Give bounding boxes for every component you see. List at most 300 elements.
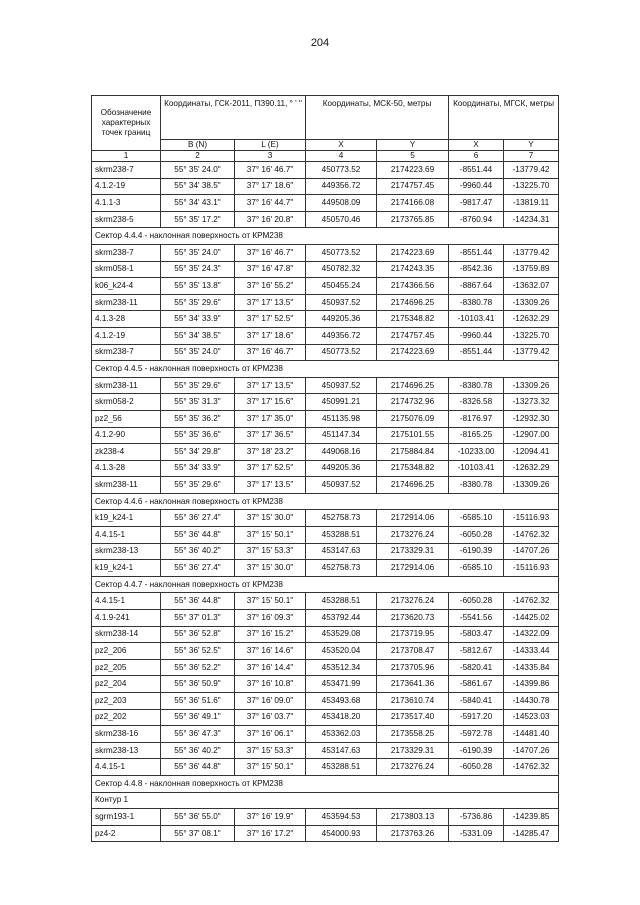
y-mgsk: -14425.02 bbox=[504, 610, 559, 627]
x-msk: 450991.21 bbox=[306, 394, 377, 411]
point-id: skrm238-13 bbox=[92, 543, 161, 560]
table-row bbox=[92, 809, 559, 826]
column-number: 5 bbox=[377, 151, 449, 162]
table-row bbox=[92, 410, 559, 427]
table-row bbox=[92, 676, 559, 693]
table-row bbox=[92, 759, 559, 776]
latitude-b: 55° 36' 44.8" bbox=[161, 759, 235, 776]
point-id: 4.4.15-1 bbox=[92, 593, 161, 610]
longitude-l: 37° 15' 53.3" bbox=[235, 742, 306, 759]
longitude-l: 37° 17' 36.5" bbox=[235, 427, 306, 444]
point-id: 4.1.9-241 bbox=[92, 610, 161, 627]
longitude-l: 37° 17' 52.5" bbox=[235, 460, 306, 477]
longitude-l: 37° 15' 50.1" bbox=[235, 527, 306, 544]
x-msk: 452758.73 bbox=[306, 510, 377, 527]
page-number: 204 bbox=[310, 37, 330, 49]
point-id: skrm238-16 bbox=[92, 726, 161, 743]
x-msk: 449356.72 bbox=[306, 178, 377, 195]
y-msk: 2175884.84 bbox=[377, 444, 449, 461]
y-mgsk: -13779.42 bbox=[504, 244, 559, 261]
table-row bbox=[92, 527, 559, 544]
y-mgsk: -15116.93 bbox=[504, 560, 559, 577]
x-mgsk: -6190.39 bbox=[449, 543, 504, 560]
latitude-b: 55° 34' 38.5" bbox=[161, 327, 235, 344]
y-msk: 2174757.45 bbox=[377, 178, 449, 195]
point-id: 4.4.15-1 bbox=[92, 527, 161, 544]
table-row bbox=[92, 394, 559, 411]
y-mgsk: -14523.03 bbox=[504, 709, 559, 726]
longitude-l: 37° 16' 09.0" bbox=[235, 693, 306, 710]
table-row bbox=[92, 427, 559, 444]
x-msk: 453792.44 bbox=[306, 610, 377, 627]
x-mgsk: -5812.67 bbox=[449, 643, 504, 660]
longitude-l: 37° 16' 46.7" bbox=[235, 162, 306, 179]
x-msk: 452758.73 bbox=[306, 560, 377, 577]
y-msk: 2174223.69 bbox=[377, 344, 449, 361]
table-row bbox=[92, 460, 559, 477]
y-msk: 2173708.47 bbox=[377, 643, 449, 660]
x-mgsk: -5331.09 bbox=[449, 825, 504, 842]
y-msk: 2173705.96 bbox=[377, 659, 449, 676]
x-mgsk: -6050.28 bbox=[449, 759, 504, 776]
y-msk: 2174696.25 bbox=[377, 477, 449, 494]
table-row bbox=[92, 377, 559, 394]
y-mgsk: -13309.26 bbox=[504, 477, 559, 494]
point-id: sgrm193-1 bbox=[92, 809, 161, 826]
section-row bbox=[92, 775, 559, 792]
x-mgsk: -10233.00 bbox=[449, 444, 504, 461]
latitude-b: 55° 36' 52.8" bbox=[161, 626, 235, 643]
point-id: k19_k24-1 bbox=[92, 560, 161, 577]
y-mgsk: -12932.30 bbox=[504, 410, 559, 427]
y-msk: 2172914.06 bbox=[377, 560, 449, 577]
y-mgsk: -13309.26 bbox=[504, 294, 559, 311]
table-row bbox=[92, 278, 559, 295]
point-id: pz2_206 bbox=[92, 643, 161, 660]
point-id: 4.1.3-28 bbox=[92, 311, 161, 328]
table-row bbox=[92, 344, 559, 361]
latitude-b: 55° 35' 17.2" bbox=[161, 211, 235, 228]
table-row bbox=[92, 825, 559, 842]
x-mgsk: -8380.78 bbox=[449, 477, 504, 494]
longitude-l: 37° 15' 53.3" bbox=[235, 543, 306, 560]
x-msk: 449356.72 bbox=[306, 327, 377, 344]
y-msk: 2173803.13 bbox=[377, 809, 449, 826]
section-title: Контур 1 bbox=[92, 792, 559, 809]
y-msk: 2173276.24 bbox=[377, 759, 449, 776]
x-msk: 453529.08 bbox=[306, 626, 377, 643]
point-id: skrm238-11 bbox=[92, 477, 161, 494]
point-id: skrm238-11 bbox=[92, 294, 161, 311]
point-id: 4.1.2-90 bbox=[92, 427, 161, 444]
y-msk: 2174223.69 bbox=[377, 244, 449, 261]
y-msk: 2174243.35 bbox=[377, 261, 449, 278]
header-x-msk: X bbox=[306, 140, 377, 151]
table-row bbox=[92, 261, 559, 278]
point-id: zk238-4 bbox=[92, 444, 161, 461]
x-msk: 449508.09 bbox=[306, 195, 377, 212]
table-row bbox=[92, 477, 559, 494]
latitude-b: 55° 36' 44.8" bbox=[161, 527, 235, 544]
column-number: 6 bbox=[449, 151, 504, 162]
point-id: 4.4.15-1 bbox=[92, 759, 161, 776]
y-msk: 2173765.85 bbox=[377, 211, 449, 228]
x-msk: 450782.32 bbox=[306, 261, 377, 278]
table-row bbox=[92, 659, 559, 676]
table-row bbox=[92, 162, 559, 179]
header-row-axes bbox=[92, 140, 559, 151]
y-mgsk: -15116.93 bbox=[504, 510, 559, 527]
y-msk: 2173517.40 bbox=[377, 709, 449, 726]
x-mgsk: -5736.86 bbox=[449, 809, 504, 826]
latitude-b: 55° 36' 51.6" bbox=[161, 693, 235, 710]
table-row bbox=[92, 726, 559, 743]
header-point: Обозначение характерных точек границ bbox=[92, 96, 161, 151]
y-mgsk: -13819.11 bbox=[504, 195, 559, 212]
point-id: skrm238-14 bbox=[92, 626, 161, 643]
x-mgsk: -8380.78 bbox=[449, 377, 504, 394]
y-mgsk: -14707.26 bbox=[504, 742, 559, 759]
latitude-b: 55° 35' 29.6" bbox=[161, 477, 235, 494]
x-msk: 450937.52 bbox=[306, 377, 377, 394]
y-msk: 2173763.26 bbox=[377, 825, 449, 842]
latitude-b: 55° 34' 29.8" bbox=[161, 444, 235, 461]
point-id: 4.1.3-28 bbox=[92, 460, 161, 477]
y-msk: 2174696.25 bbox=[377, 294, 449, 311]
longitude-l: 37° 16' 10.8" bbox=[235, 676, 306, 693]
x-mgsk: -8326.58 bbox=[449, 394, 504, 411]
longitude-l: 37° 15' 50.1" bbox=[235, 759, 306, 776]
y-mgsk: -12632.29 bbox=[504, 311, 559, 328]
y-mgsk: -14762.32 bbox=[504, 527, 559, 544]
y-msk: 2173620.73 bbox=[377, 610, 449, 627]
longitude-l: 37° 16' 20.8" bbox=[235, 211, 306, 228]
table-row bbox=[92, 311, 559, 328]
y-mgsk: -14333.44 bbox=[504, 643, 559, 660]
section-row bbox=[92, 493, 559, 510]
y-msk: 2174166.08 bbox=[377, 195, 449, 212]
point-id: skrm238-13 bbox=[92, 742, 161, 759]
x-msk: 453288.51 bbox=[306, 759, 377, 776]
header-l: L (E) bbox=[235, 140, 306, 151]
x-msk: 453147.63 bbox=[306, 742, 377, 759]
table-row bbox=[92, 693, 559, 710]
y-mgsk: -13779.42 bbox=[504, 344, 559, 361]
latitude-b: 55° 35' 36.2" bbox=[161, 410, 235, 427]
x-mgsk: -6050.28 bbox=[449, 593, 504, 610]
longitude-l: 37° 15' 50.1" bbox=[235, 593, 306, 610]
header-row-titles bbox=[92, 96, 559, 140]
longitude-l: 37° 17' 35.0" bbox=[235, 410, 306, 427]
x-mgsk: -8551.44 bbox=[449, 344, 504, 361]
x-msk: 453512.34 bbox=[306, 659, 377, 676]
longitude-l: 37° 18' 23.2" bbox=[235, 444, 306, 461]
section-title: Сектор 4.4.6 - наклонная поверхность от КРМ238 bbox=[92, 493, 559, 510]
latitude-b: 55° 34' 33.9" bbox=[161, 460, 235, 477]
y-mgsk: -13632.07 bbox=[504, 278, 559, 295]
y-mgsk: -13779.42 bbox=[504, 162, 559, 179]
x-msk: 449205.36 bbox=[306, 460, 377, 477]
x-mgsk: -8380.78 bbox=[449, 294, 504, 311]
latitude-b: 55° 36' 52.2" bbox=[161, 659, 235, 676]
longitude-l: 37° 16' 44.7" bbox=[235, 195, 306, 212]
longitude-l: 37° 16' 06.1" bbox=[235, 726, 306, 743]
y-mgsk: -13225.70 bbox=[504, 178, 559, 195]
y-msk: 2173329.31 bbox=[377, 543, 449, 560]
longitude-l: 37° 16' 15.2" bbox=[235, 626, 306, 643]
x-msk: 450570.46 bbox=[306, 211, 377, 228]
table-row bbox=[92, 626, 559, 643]
y-mgsk: -14285.47 bbox=[504, 825, 559, 842]
longitude-l: 37° 15' 30.0" bbox=[235, 560, 306, 577]
longitude-l: 37° 16' 46.7" bbox=[235, 344, 306, 361]
x-msk: 451147.34 bbox=[306, 427, 377, 444]
latitude-b: 55° 37' 08.1" bbox=[161, 825, 235, 842]
longitude-l: 37° 17' 15.6" bbox=[235, 394, 306, 411]
table-row bbox=[92, 244, 559, 261]
table-row bbox=[92, 643, 559, 660]
y-msk: 2172914.06 bbox=[377, 510, 449, 527]
y-msk: 2174366.56 bbox=[377, 278, 449, 295]
x-mgsk: -5541.56 bbox=[449, 610, 504, 627]
y-mgsk: -13759.89 bbox=[504, 261, 559, 278]
y-msk: 2175076.09 bbox=[377, 410, 449, 427]
y-mgsk: -14762.32 bbox=[504, 593, 559, 610]
latitude-b: 55° 36' 40.2" bbox=[161, 742, 235, 759]
point-id: 4.1.1-3 bbox=[92, 195, 161, 212]
x-mgsk: -8867.64 bbox=[449, 278, 504, 295]
y-msk: 2173276.24 bbox=[377, 527, 449, 544]
longitude-l: 37° 16' 14.4" bbox=[235, 659, 306, 676]
y-mgsk: -14322.09 bbox=[504, 626, 559, 643]
x-mgsk: -8760.94 bbox=[449, 211, 504, 228]
x-msk: 450455.24 bbox=[306, 278, 377, 295]
section-title: Сектор 4.4.7 - наклонная поверхность от КРМ238 bbox=[92, 576, 559, 593]
y-msk: 2175348.82 bbox=[377, 311, 449, 328]
point-id: skrm238-11 bbox=[92, 377, 161, 394]
table-row bbox=[92, 709, 559, 726]
longitude-l: 37° 17' 52.5" bbox=[235, 311, 306, 328]
y-mgsk: -14239.85 bbox=[504, 809, 559, 826]
header-x-mgsk: X bbox=[449, 140, 504, 151]
table-row bbox=[92, 610, 559, 627]
x-msk: 450773.52 bbox=[306, 162, 377, 179]
longitude-l: 37° 16' 14.6" bbox=[235, 643, 306, 660]
y-msk: 2174223.69 bbox=[377, 162, 449, 179]
table-row bbox=[92, 211, 559, 228]
header-y-msk: Y bbox=[377, 140, 449, 151]
latitude-b: 55° 34' 43.1" bbox=[161, 195, 235, 212]
y-mgsk: -14430.78 bbox=[504, 693, 559, 710]
section-title: Сектор 4.4.5 - наклонная поверхность от КРМ238 bbox=[92, 361, 559, 378]
y-mgsk: -13273.32 bbox=[504, 394, 559, 411]
section-row bbox=[92, 361, 559, 378]
table-row bbox=[92, 593, 559, 610]
x-mgsk: -6190.39 bbox=[449, 742, 504, 759]
x-mgsk: -8176.97 bbox=[449, 410, 504, 427]
y-msk: 2175101.55 bbox=[377, 427, 449, 444]
x-msk: 453147.63 bbox=[306, 543, 377, 560]
latitude-b: 55° 36' 55.0" bbox=[161, 809, 235, 826]
x-mgsk: -8542.36 bbox=[449, 261, 504, 278]
x-msk: 450937.52 bbox=[306, 477, 377, 494]
x-mgsk: -6585.10 bbox=[449, 560, 504, 577]
longitude-l: 37° 17' 18.6" bbox=[235, 327, 306, 344]
y-mgsk: -12632.29 bbox=[504, 460, 559, 477]
x-mgsk: -5861.67 bbox=[449, 676, 504, 693]
x-msk: 449205.36 bbox=[306, 311, 377, 328]
section-row bbox=[92, 228, 559, 245]
y-msk: 2173641.36 bbox=[377, 676, 449, 693]
latitude-b: 55° 35' 29.6" bbox=[161, 377, 235, 394]
longitude-l: 37° 16' 03.7" bbox=[235, 709, 306, 726]
longitude-l: 37° 17' 18.6" bbox=[235, 178, 306, 195]
latitude-b: 55° 35' 24.0" bbox=[161, 162, 235, 179]
latitude-b: 55° 35' 36.6" bbox=[161, 427, 235, 444]
x-msk: 453418.20 bbox=[306, 709, 377, 726]
x-mgsk: -5917.20 bbox=[449, 709, 504, 726]
point-id: pz4-2 bbox=[92, 825, 161, 842]
point-id: skrm238-7 bbox=[92, 344, 161, 361]
x-msk: 453471.99 bbox=[306, 676, 377, 693]
header-row-numbers bbox=[92, 151, 559, 162]
point-id: skrm238-5 bbox=[92, 211, 161, 228]
longitude-l: 37° 16' 55.2" bbox=[235, 278, 306, 295]
table-row bbox=[92, 195, 559, 212]
point-id: 4.1.2-19 bbox=[92, 178, 161, 195]
y-msk: 2175348.82 bbox=[377, 460, 449, 477]
latitude-b: 55° 36' 27.4" bbox=[161, 510, 235, 527]
coordinates-table bbox=[91, 95, 559, 842]
point-id: skrm058-1 bbox=[92, 261, 161, 278]
header-gsk: Координаты, ГСК-2011, ПЗ90.11, ° ' " bbox=[161, 96, 306, 140]
point-id: pz2_204 bbox=[92, 676, 161, 693]
x-msk: 453594.53 bbox=[306, 809, 377, 826]
header-b: B (N) bbox=[161, 140, 235, 151]
x-msk: 453493.68 bbox=[306, 693, 377, 710]
latitude-b: 55° 36' 50.9" bbox=[161, 676, 235, 693]
x-msk: 450773.52 bbox=[306, 244, 377, 261]
x-mgsk: -9960.44 bbox=[449, 327, 504, 344]
table-row bbox=[92, 294, 559, 311]
x-msk: 454000.93 bbox=[306, 825, 377, 842]
latitude-b: 55° 34' 38.5" bbox=[161, 178, 235, 195]
latitude-b: 55° 36' 40.2" bbox=[161, 543, 235, 560]
latitude-b: 55° 36' 47.3" bbox=[161, 726, 235, 743]
x-mgsk: -10103.41 bbox=[449, 311, 504, 328]
y-mgsk: -13309.26 bbox=[504, 377, 559, 394]
x-mgsk: -5840.41 bbox=[449, 693, 504, 710]
x-mgsk: -8551.44 bbox=[449, 162, 504, 179]
header-msk: Координаты, МСК-50, метры bbox=[306, 96, 449, 140]
x-msk: 451135.98 bbox=[306, 410, 377, 427]
x-mgsk: -9817.47 bbox=[449, 195, 504, 212]
y-msk: 2173329.31 bbox=[377, 742, 449, 759]
latitude-b: 55° 34' 33.9" bbox=[161, 311, 235, 328]
x-msk: 453362.03 bbox=[306, 726, 377, 743]
table-row bbox=[92, 510, 559, 527]
latitude-b: 55° 35' 29.6" bbox=[161, 294, 235, 311]
x-msk: 453288.51 bbox=[306, 527, 377, 544]
latitude-b: 55° 35' 13.8" bbox=[161, 278, 235, 295]
column-number: 2 bbox=[161, 151, 235, 162]
longitude-l: 37° 16' 47.8" bbox=[235, 261, 306, 278]
x-mgsk: -8165.25 bbox=[449, 427, 504, 444]
y-msk: 2174732.96 bbox=[377, 394, 449, 411]
point-id: pz2_203 bbox=[92, 693, 161, 710]
x-mgsk: -9960.44 bbox=[449, 178, 504, 195]
x-msk: 449068.16 bbox=[306, 444, 377, 461]
y-mgsk: -14399.86 bbox=[504, 676, 559, 693]
longitude-l: 37° 16' 19.9" bbox=[235, 809, 306, 826]
y-mgsk: -14234.31 bbox=[504, 211, 559, 228]
latitude-b: 55° 35' 24.0" bbox=[161, 344, 235, 361]
table-row bbox=[92, 543, 559, 560]
section-title: Сектор 4.4.8 - наклонная поверхность от КРМ238 bbox=[92, 775, 559, 792]
point-id: 4.1.2-19 bbox=[92, 327, 161, 344]
latitude-b: 55° 36' 52.5" bbox=[161, 643, 235, 660]
y-mgsk: -14481.40 bbox=[504, 726, 559, 743]
latitude-b: 55° 36' 44.8" bbox=[161, 593, 235, 610]
header-mgsk: Координаты, МГСК, метры bbox=[449, 96, 559, 140]
y-msk: 2173610.74 bbox=[377, 693, 449, 710]
x-mgsk: -5803.47 bbox=[449, 626, 504, 643]
longitude-l: 37° 15' 30.0" bbox=[235, 510, 306, 527]
x-mgsk: -10103.41 bbox=[449, 460, 504, 477]
column-number: 3 bbox=[235, 151, 306, 162]
longitude-l: 37° 16' 46.7" bbox=[235, 244, 306, 261]
x-mgsk: -6585.10 bbox=[449, 510, 504, 527]
latitude-b: 55° 35' 31.3" bbox=[161, 394, 235, 411]
y-mgsk: -12094.41 bbox=[504, 444, 559, 461]
y-mgsk: -13225.70 bbox=[504, 327, 559, 344]
x-mgsk: -6050.28 bbox=[449, 527, 504, 544]
y-mgsk: -14335.84 bbox=[504, 659, 559, 676]
table-row bbox=[92, 560, 559, 577]
y-msk: 2174757.45 bbox=[377, 327, 449, 344]
longitude-l: 37° 17' 13.5" bbox=[235, 377, 306, 394]
point-id: skrm238-7 bbox=[92, 162, 161, 179]
x-msk: 450773.52 bbox=[306, 344, 377, 361]
point-id: skrm058-2 bbox=[92, 394, 161, 411]
point-id: pz2_56 bbox=[92, 410, 161, 427]
x-msk: 453520.04 bbox=[306, 643, 377, 660]
point-id: skrm238-7 bbox=[92, 244, 161, 261]
y-mgsk: -12907.00 bbox=[504, 427, 559, 444]
longitude-l: 37° 16' 09.3" bbox=[235, 610, 306, 627]
x-mgsk: -8551.44 bbox=[449, 244, 504, 261]
table-body bbox=[92, 162, 559, 842]
column-number: 7 bbox=[504, 151, 559, 162]
table-row bbox=[92, 444, 559, 461]
y-mgsk: -14762.32 bbox=[504, 759, 559, 776]
y-msk: 2173276.24 bbox=[377, 593, 449, 610]
column-number: 4 bbox=[306, 151, 377, 162]
section-title: Сектор 4.4.4 - наклонная поверхность от КРМ238 bbox=[92, 228, 559, 245]
point-id: pz2_205 bbox=[92, 659, 161, 676]
longitude-l: 37° 17' 13.5" bbox=[235, 294, 306, 311]
x-msk: 453288.51 bbox=[306, 593, 377, 610]
latitude-b: 55° 36' 27.4" bbox=[161, 560, 235, 577]
table-row bbox=[92, 327, 559, 344]
point-id: pz2_202 bbox=[92, 709, 161, 726]
latitude-b: 55° 36' 49.1" bbox=[161, 709, 235, 726]
latitude-b: 55° 35' 24.0" bbox=[161, 244, 235, 261]
x-msk: 450937.52 bbox=[306, 294, 377, 311]
table-row bbox=[92, 178, 559, 195]
x-mgsk: -5820.41 bbox=[449, 659, 504, 676]
table-row bbox=[92, 742, 559, 759]
